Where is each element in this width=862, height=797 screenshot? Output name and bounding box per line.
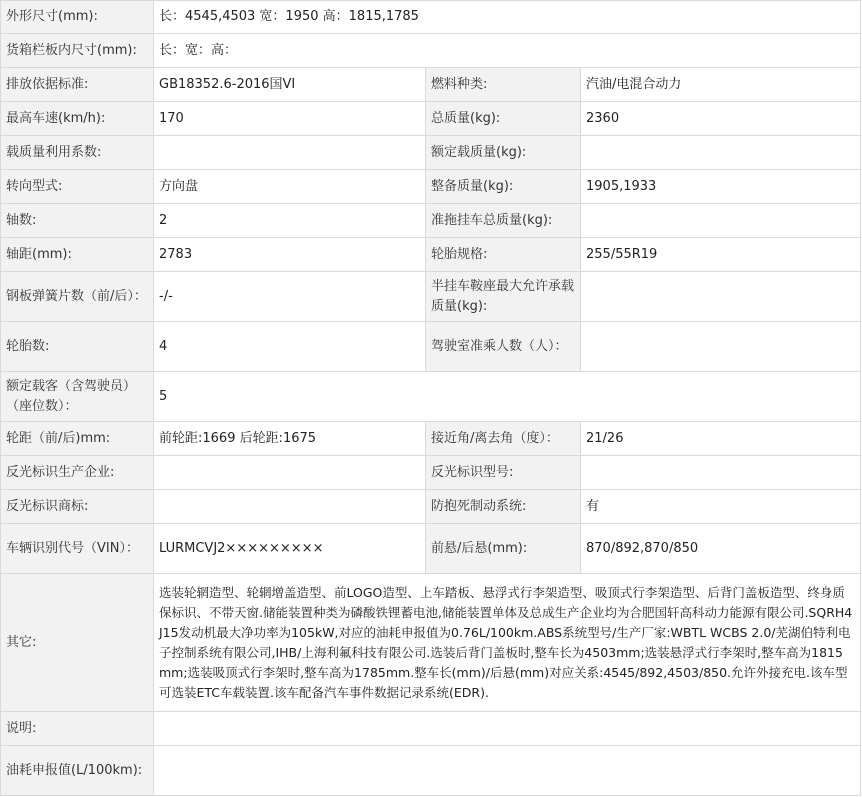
value-rated-seats: 5 <box>154 372 861 422</box>
label-cargo-box: 货箱栏板内尺寸(mm): <box>1 34 154 68</box>
value-reflector-brand <box>154 490 426 524</box>
value-fuel-consumption <box>154 746 861 796</box>
value-overhang: 870/892,870/850 <box>581 524 861 574</box>
label-vin: 车辆识别代号（VIN）： <box>1 524 154 574</box>
row-reflector-brand <box>1 490 861 524</box>
row-emission <box>1 68 861 102</box>
value-reflector-model <box>581 456 861 490</box>
label-curb-mass: 整备质量(kg): <box>426 170 581 204</box>
value-curb-mass: 1905,1933 <box>581 170 861 204</box>
value-abs: 有 <box>581 490 861 524</box>
label-reflector-brand: 反光标识商标: <box>1 490 154 524</box>
label-rated-load: 额定载质量(kg): <box>426 136 581 170</box>
row-other <box>1 574 861 712</box>
value-fifth-wheel-load <box>581 272 861 322</box>
value-tire-spec: 255/55R19 <box>581 238 861 272</box>
label-gross-mass: 总质量(kg): <box>426 102 581 136</box>
row-tires <box>1 322 861 372</box>
value-steering: 方向盘 <box>154 170 426 204</box>
label-axle-count: 轴数: <box>1 204 154 238</box>
row-cargo-box <box>1 34 861 68</box>
value-track-width: 前轮距:1669 后轮距:1675 <box>154 422 426 456</box>
value-fuel-type: 汽油/电混合动力 <box>581 68 861 102</box>
value-max-speed: 170 <box>154 102 426 136</box>
row-axles <box>1 204 861 238</box>
label-tire-spec: 轮胎规格: <box>426 238 581 272</box>
value-rated-load <box>581 136 861 170</box>
value-trailer-mass <box>581 204 861 238</box>
label-rated-seats: 额定载客（含驾驶员）（座位数）： <box>1 372 154 422</box>
value-dimensions: 长：4545,4503 宽：1950 高：1815,1785 <box>154 1 861 34</box>
row-steering <box>1 170 861 204</box>
value-approach-departure: 21/26 <box>581 422 861 456</box>
label-abs: 防抱死制动系统: <box>426 490 581 524</box>
label-dimensions: 外形尺寸(mm): <box>1 1 154 34</box>
label-tire-count: 轮胎数: <box>1 322 154 372</box>
value-note <box>154 712 861 746</box>
value-wheelbase: 2783 <box>154 238 426 272</box>
label-cab-occupants: 驾驶室准乘人数（人）： <box>426 322 581 372</box>
label-other: 其它: <box>1 574 154 712</box>
row-speed <box>1 102 861 136</box>
value-gross-mass: 2360 <box>581 102 861 136</box>
label-leaf-springs: 钢板弹簧片数（前/后）： <box>1 272 154 322</box>
label-wheelbase: 轴距(mm): <box>1 238 154 272</box>
row-note <box>1 712 861 746</box>
label-fifth-wheel-load: 半挂车鞍座最大允许承载质量(kg): <box>426 272 581 322</box>
value-cargo-box: 长：宽：高： <box>154 34 861 68</box>
label-trailer-mass: 准拖挂车总质量(kg): <box>426 204 581 238</box>
row-wheelbase <box>1 238 861 272</box>
label-approach-departure: 接近角/离去角（度）： <box>426 422 581 456</box>
label-note: 说明: <box>1 712 154 746</box>
label-steering: 转向型式: <box>1 170 154 204</box>
value-axle-count: 2 <box>154 204 426 238</box>
value-cab-occupants <box>581 322 861 372</box>
value-reflector-maker <box>154 456 426 490</box>
value-other: 选装轮辋造型、轮辋增盖造型、前LOGO造型、上车踏板、悬浮式行李架造型、吸顶式行李架造型、后背门盖板造型、终身质保标识、不带天窗.储能装置种类为磷酸铁锂蓄电池,储能装置单体及总成生产企业均为合肥国轩高科动力能源有限公司.SQRH4J15发动机最大净功率为105kW,对应的油耗申报值为0.76L/100km.ABS系统型号/生产厂家:WBTL WCBS 2.0/芜湖伯特利电子控制系统有限公司,IHB/上海利氟科技有限公司.选装后背门盖板时,整车长为4503mm;选装悬浮式行李架时,整车高为1815mm;选装吸顶式行李架时,整车高为1785mm.整车长(mm)/后悬(mm)对应关系:4545/892,4503/850.允许外接充电.该车型可选装ETC车载装置.该车配备汽车事件数据记录系统(EDR). <box>154 574 861 712</box>
label-fuel-consumption: 油耗申报值(L/100km): <box>1 746 154 796</box>
label-emission-standard: 排放依据标准: <box>1 68 154 102</box>
row-reflector-maker <box>1 456 861 490</box>
label-fuel-type: 燃料种类: <box>426 68 581 102</box>
label-load-utilization: 载质量利用系数: <box>1 136 154 170</box>
label-track-width: 轮距（前/后)mm: <box>1 422 154 456</box>
label-reflector-model: 反光标识型号: <box>426 456 581 490</box>
row-dimensions <box>1 1 861 34</box>
value-vin: LURMCVJ2××××××××× <box>154 524 426 574</box>
row-track <box>1 422 861 456</box>
value-load-utilization <box>154 136 426 170</box>
label-max-speed: 最高车速(km/h): <box>1 102 154 136</box>
value-emission-standard: GB18352.6-2016国VI <box>154 68 426 102</box>
label-reflector-maker: 反光标识生产企业: <box>1 456 154 490</box>
label-overhang: 前悬/后悬(mm): <box>426 524 581 574</box>
row-vin <box>1 524 861 574</box>
row-load-utilization <box>1 136 861 170</box>
row-seats <box>1 372 861 422</box>
row-fuel-consumption <box>1 746 861 796</box>
value-leaf-springs: -/- <box>154 272 426 322</box>
row-springs <box>1 272 861 322</box>
value-tire-count: 4 <box>154 322 426 372</box>
